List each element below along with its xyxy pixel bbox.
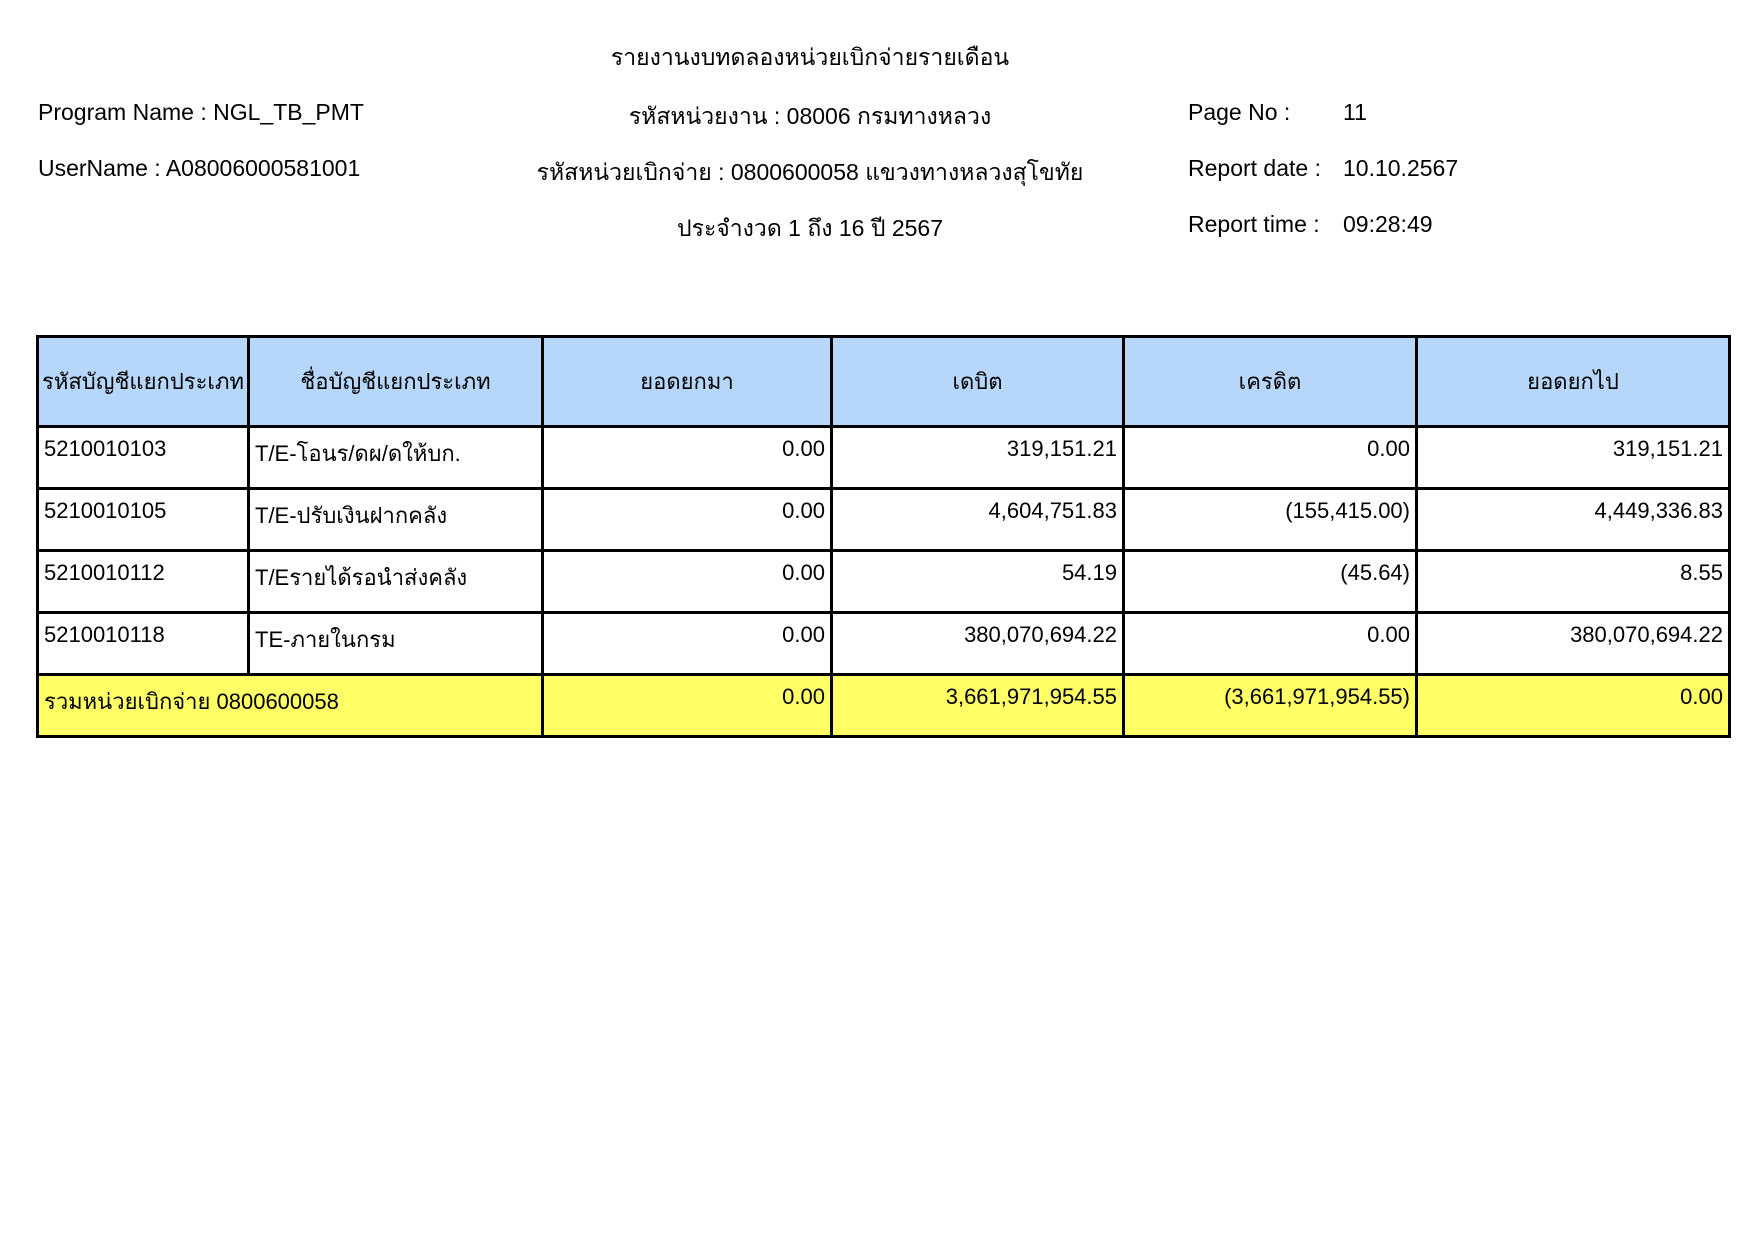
total-row xyxy=(38,675,1730,737)
brought-forward-cell: 0.00 xyxy=(543,613,832,675)
debit-cell: 380,070,694.22 xyxy=(832,613,1124,675)
account-code-cell: 5210010118 xyxy=(38,613,249,675)
table-row xyxy=(38,551,1730,613)
debit-cell: 54.19 xyxy=(832,551,1124,613)
col-header-credit: เครดิต xyxy=(1124,337,1417,427)
account-code-cell: 5210010105 xyxy=(38,489,249,551)
total-debit-cell: 3,661,971,954.55 xyxy=(832,675,1124,737)
debit-cell: 319,151.21 xyxy=(832,427,1124,489)
table-header-row xyxy=(38,337,1730,427)
total-brought-forward-cell: 0.00 xyxy=(543,675,832,737)
report-date-label: Report date : xyxy=(1188,155,1321,181)
total-carry-forward-cell: 0.00 xyxy=(1417,675,1730,737)
carry-forward-cell: 319,151.21 xyxy=(1417,427,1730,489)
period-line: ประจำงวด 1 ถึง 16 ปี 2567 xyxy=(676,215,944,241)
disbursing-unit-line: รหัสหน่วยเบิกจ่าย : 0800600058 แขวงทางหลวงสุโขทัย xyxy=(536,159,1084,185)
account-name-cell: T/E-ปรับเงินฝากคลัง xyxy=(249,489,543,551)
trial-balance-table xyxy=(36,335,1731,738)
report-title: รายงานงบทดลองหน่วยเบิกจ่ายรายเดือน xyxy=(610,44,1010,70)
report-date-value: 10.10.2567 xyxy=(1343,155,1459,181)
credit-cell: (155,415.00) xyxy=(1124,489,1417,551)
carry-forward-cell: 380,070,694.22 xyxy=(1417,613,1730,675)
brought-forward-cell: 0.00 xyxy=(543,427,832,489)
credit-cell: 0.00 xyxy=(1124,427,1417,489)
page-no-label: Page No : xyxy=(1188,99,1291,125)
credit-cell: (45.64) xyxy=(1124,551,1417,613)
col-header-brought-forward: ยอดยกมา xyxy=(543,337,832,427)
col-header-debit: เดบิต xyxy=(832,337,1124,427)
credit-cell: 0.00 xyxy=(1124,613,1417,675)
carry-forward-cell: 4,449,336.83 xyxy=(1417,489,1730,551)
col-header-account-name: ชื่อบัญชีแยกประเภท xyxy=(249,337,543,427)
table-row xyxy=(38,489,1730,551)
user-name-line: UserName : A08006000581001 xyxy=(38,155,361,181)
account-code-cell: 5210010103 xyxy=(38,427,249,489)
report-time-label: Report time : xyxy=(1188,211,1320,237)
account-name-cell: T/Eรายได้รอนำส่งคลัง xyxy=(249,551,543,613)
carry-forward-cell: 8.55 xyxy=(1417,551,1730,613)
total-credit-cell: (3,661,971,954.55) xyxy=(1124,675,1417,737)
table-row xyxy=(38,427,1730,489)
col-header-account-code: รหัสบัญชีแยกประเภท xyxy=(38,337,249,427)
table-row xyxy=(38,613,1730,675)
page-no-value: 11 xyxy=(1343,99,1367,125)
account-name-cell: T/E-โอนร/ดผ/ดให้บก. xyxy=(249,427,543,489)
brought-forward-cell: 0.00 xyxy=(543,489,832,551)
program-name-line: Program Name : NGL_TB_PMT xyxy=(38,99,364,125)
brought-forward-cell: 0.00 xyxy=(543,551,832,613)
col-header-carry-forward: ยอดยกไป xyxy=(1417,337,1730,427)
report-time-value: 09:28:49 xyxy=(1343,211,1433,237)
agency-code-line: รหัสหน่วยงาน : 08006 กรมทางหลวง xyxy=(628,103,992,129)
account-code-cell: 5210010112 xyxy=(38,551,249,613)
debit-cell: 4,604,751.83 xyxy=(832,489,1124,551)
total-label-cell: รวมหน่วยเบิกจ่าย 0800600058 xyxy=(38,675,543,737)
account-name-cell: TE-ภายในกรม xyxy=(249,613,543,675)
